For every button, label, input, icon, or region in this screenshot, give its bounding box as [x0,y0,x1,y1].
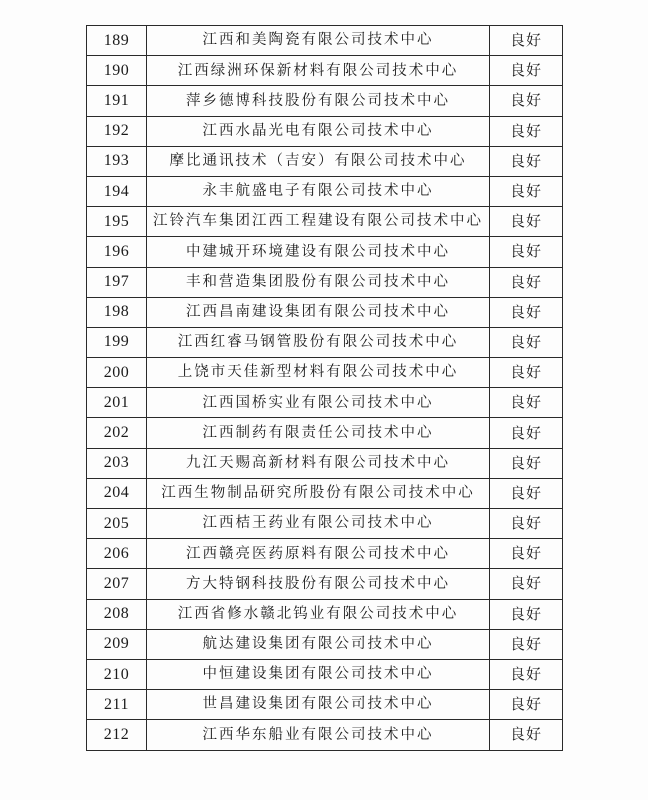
row-number: 190 [87,56,147,86]
table-row [87,358,563,388]
evaluation-grade: 良好 [490,26,563,56]
evaluation-grade: 良好 [490,388,563,418]
row-number: 199 [87,327,147,357]
row-number: 192 [87,116,147,146]
row-number: 203 [87,448,147,478]
company-name: 江西绿洲环保新材料有限公司技术中心 [147,56,490,86]
row-number: 194 [87,176,147,206]
company-name: 江西水晶光电有限公司技术中心 [147,116,490,146]
row-number: 205 [87,509,147,539]
company-name: 航达建设集团有限公司技术中心 [147,629,490,659]
company-name: 摩比通讯技术（吉安）有限公司技术中心 [147,146,490,176]
company-name: 萍乡德博科技股份有限公司技术中心 [147,86,490,116]
table-row [87,116,563,146]
evaluation-table-body [87,26,563,751]
row-number: 193 [87,146,147,176]
table-row [87,86,563,116]
company-name: 江西桔王药业有限公司技术中心 [147,509,490,539]
table-row [87,297,563,327]
row-number: 201 [87,388,147,418]
company-name: 方大特钢科技股份有限公司技术中心 [147,569,490,599]
row-number: 195 [87,207,147,237]
table-row [87,176,563,206]
row-number: 210 [87,659,147,689]
company-name: 江西和美陶瓷有限公司技术中心 [147,26,490,56]
row-number: 208 [87,599,147,629]
evaluation-grade: 良好 [490,569,563,599]
row-number: 204 [87,478,147,508]
company-name: 世昌建设集团有限公司技术中心 [147,690,490,720]
evaluation-grade: 良好 [490,176,563,206]
table-row [87,478,563,508]
evaluation-grade: 良好 [490,327,563,357]
evaluation-grade: 良好 [490,509,563,539]
table-row [87,146,563,176]
row-number: 209 [87,629,147,659]
evaluation-grade: 良好 [490,267,563,297]
evaluation-grade: 良好 [490,297,563,327]
evaluation-grade: 良好 [490,86,563,116]
table-row [87,448,563,478]
table-row [87,629,563,659]
table-row [87,569,563,599]
table-row [87,418,563,448]
row-number: 202 [87,418,147,448]
row-number: 196 [87,237,147,267]
row-number: 189 [87,26,147,56]
evaluation-grade: 良好 [490,358,563,388]
table-row [87,690,563,720]
evaluation-grade: 良好 [490,56,563,86]
row-number: 197 [87,267,147,297]
table-row [87,659,563,689]
evaluation-grade: 良好 [490,116,563,146]
row-number: 207 [87,569,147,599]
company-name: 上饶市天佳新型材料有限公司技术中心 [147,358,490,388]
table-row [87,509,563,539]
table-row [87,388,563,418]
table-row [87,267,563,297]
company-name: 江西华东船业有限公司技术中心 [147,720,490,750]
row-number: 212 [87,720,147,750]
company-name: 中建城开环境建设有限公司技术中心 [147,237,490,267]
row-number: 206 [87,539,147,569]
row-number: 211 [87,690,147,720]
row-number: 198 [87,297,147,327]
row-number: 191 [87,86,147,116]
company-name: 江西昌南建设集团有限公司技术中心 [147,297,490,327]
evaluation-grade: 良好 [490,690,563,720]
company-name: 江西制药有限责任公司技术中心 [147,418,490,448]
company-name: 江铃汽车集团江西工程建设有限公司技术中心 [147,207,490,237]
evaluation-grade: 良好 [490,418,563,448]
company-name: 江西省修水赣北钨业有限公司技术中心 [147,599,490,629]
evaluation-grade: 良好 [490,448,563,478]
table-row [87,56,563,86]
company-name: 永丰航盛电子有限公司技术中心 [147,176,490,206]
row-number: 200 [87,358,147,388]
evaluation-grade: 良好 [490,599,563,629]
table-row [87,720,563,750]
company-name: 江西国桥实业有限公司技术中心 [147,388,490,418]
company-name: 江西赣亮医药原料有限公司技术中心 [147,539,490,569]
company-name: 江西生物制品研究所股份有限公司技术中心 [147,478,490,508]
company-name: 九江天赐高新材料有限公司技术中心 [147,448,490,478]
table-row [87,327,563,357]
company-name: 中恒建设集团有限公司技术中心 [147,659,490,689]
company-name: 丰和营造集团股份有限公司技术中心 [147,267,490,297]
company-name: 江西红睿马钢管股份有限公司技术中心 [147,327,490,357]
evaluation-grade: 良好 [490,659,563,689]
table-row [87,539,563,569]
table-row [87,237,563,267]
evaluation-grade: 良好 [490,539,563,569]
table-row [87,207,563,237]
evaluation-grade: 良好 [490,237,563,267]
evaluation-grade: 良好 [490,207,563,237]
table-row [87,599,563,629]
table-row [87,26,563,56]
evaluation-grade: 良好 [490,146,563,176]
evaluation-grade: 良好 [490,478,563,508]
evaluation-grade: 良好 [490,629,563,659]
evaluation-table [86,25,563,751]
evaluation-grade: 良好 [490,720,563,750]
